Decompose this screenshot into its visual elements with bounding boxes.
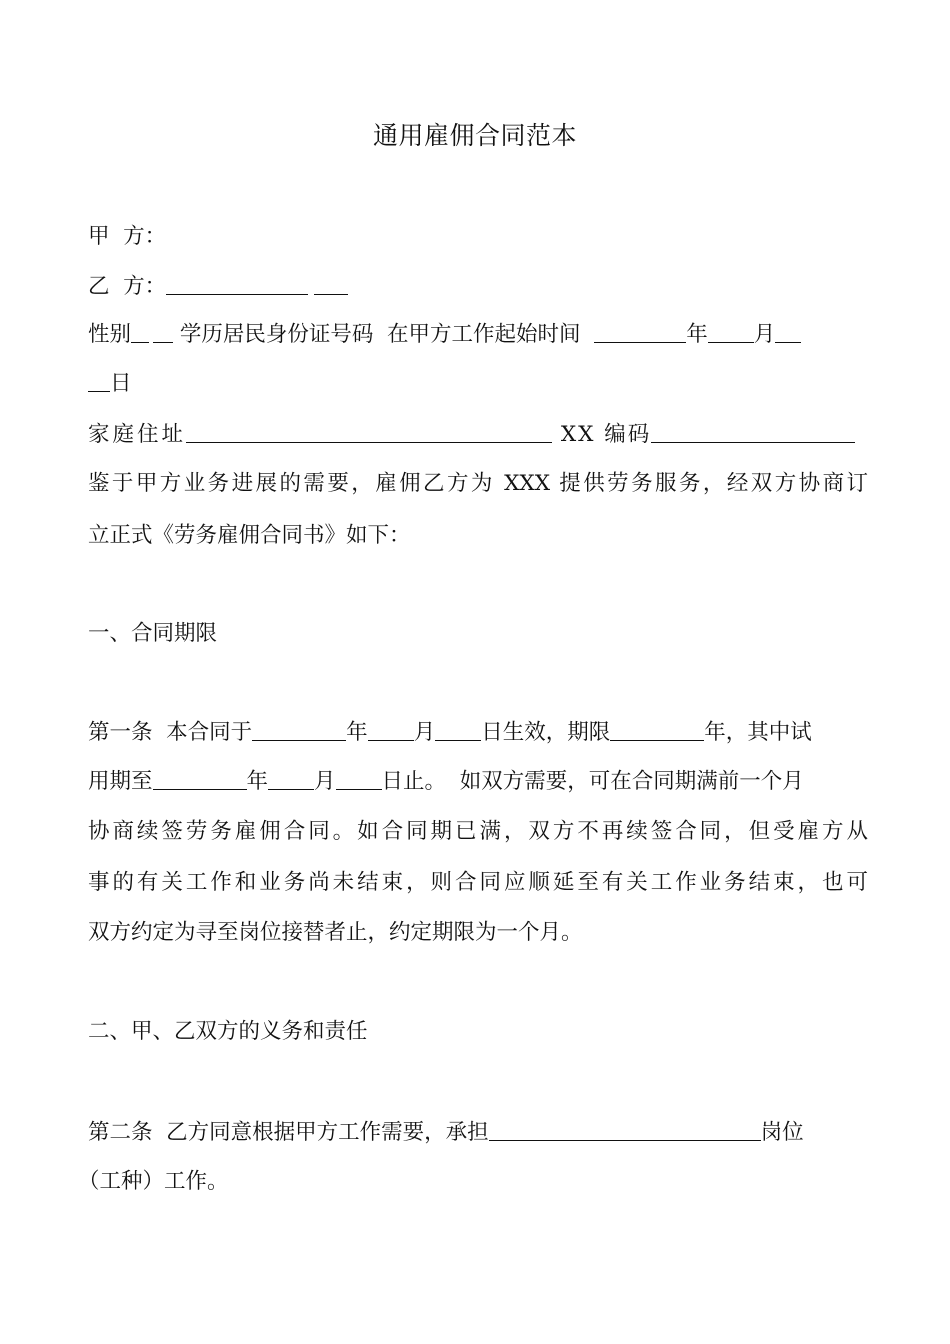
start-month-label: 月 bbox=[753, 322, 776, 347]
gender-blank-2 bbox=[153, 322, 173, 343]
start-day-label: 日 bbox=[110, 371, 132, 396]
effective-day-text: 日生效，期限 bbox=[481, 720, 611, 745]
article-1-line-4: 事的有关工作和业务尚未结束，则合同应顺延至有关工作业务结束，也可 bbox=[88, 870, 868, 895]
article-1-line-5: 双方约定为寻至岗位接替者止，约定期限为一个月。 bbox=[88, 920, 583, 945]
article-2-prefix: 第二条 乙方同意根据甲方工作需要，承担 bbox=[88, 1120, 489, 1145]
trial-year-label: 年 bbox=[246, 769, 269, 794]
start-year-blank bbox=[594, 322, 686, 343]
info-line-cont bbox=[88, 367, 868, 401]
gender-blank-1 bbox=[131, 322, 149, 343]
trial-suffix: 日止。 如双方需要，可在合同期满前一个月 bbox=[381, 769, 804, 794]
article-1-prefix: 第一条 本合同于 bbox=[88, 720, 253, 745]
party-b-name-blank bbox=[166, 274, 308, 295]
section-2-heading: 二、甲、乙双方的义务和责任 bbox=[88, 1019, 368, 1044]
article-2-line-2: （工种）工作。 bbox=[78, 1169, 229, 1194]
address-blank bbox=[186, 422, 552, 443]
party-b-line bbox=[88, 270, 868, 304]
effective-year-blank bbox=[252, 720, 346, 741]
article-2-suffix: 岗位 bbox=[760, 1120, 804, 1145]
trial-year-blank bbox=[153, 769, 247, 790]
start-month-blank bbox=[708, 322, 754, 343]
effective-day-blank bbox=[435, 720, 481, 741]
effective-year-label: 年 bbox=[346, 720, 368, 745]
article-1-line-3: 协商续签劳务雇佣合同。如合同期已满，双方不再续签合同，但受雇方从 bbox=[88, 819, 868, 844]
party-b-label: 乙 方： bbox=[88, 274, 167, 299]
address-line bbox=[88, 418, 868, 452]
trial-day-blank bbox=[336, 769, 382, 790]
section-1-heading: 一、合同期限 bbox=[88, 621, 218, 646]
trial-prefix: 用期至 bbox=[88, 769, 153, 794]
start-day-blank-part2 bbox=[88, 371, 110, 392]
trial-month-blank bbox=[268, 769, 314, 790]
trial-month-label: 月 bbox=[314, 769, 336, 794]
preamble-line-2: 立正式《劳务雇佣合同书》如下： bbox=[88, 523, 411, 548]
gender-label: 性别 bbox=[88, 322, 132, 347]
address-label: 家庭住址 bbox=[88, 422, 187, 447]
position-blank bbox=[489, 1120, 761, 1141]
term-years-blank bbox=[610, 720, 704, 741]
effective-month-blank bbox=[368, 720, 414, 741]
preamble-line-1: 鉴于甲方业务进展的需要，雇佣乙方为 XXX 提供劳务服务，经双方协商订 bbox=[88, 471, 868, 496]
party-b-extra-blank bbox=[314, 274, 348, 295]
effective-month-label: 月 bbox=[413, 720, 436, 745]
article-1-line-1 bbox=[88, 716, 868, 750]
start-year-label: 年 bbox=[686, 322, 708, 347]
article-2-line-1 bbox=[88, 1116, 868, 1150]
term-years-text: 年，其中试 bbox=[704, 720, 812, 745]
info-line bbox=[88, 318, 868, 352]
document-title: 通用雇佣合同范本 bbox=[372, 121, 577, 150]
info-middle-text: 学历居民身份证号码 在甲方工作起始时间 bbox=[173, 322, 595, 347]
postal-label: XX 编码 bbox=[552, 422, 652, 447]
postal-code-blank bbox=[651, 422, 855, 443]
party-a-line bbox=[88, 220, 868, 254]
start-day-blank-part1 bbox=[775, 322, 801, 343]
article-1-line-2 bbox=[88, 765, 868, 799]
party-a-label: 甲 方： bbox=[88, 224, 167, 249]
